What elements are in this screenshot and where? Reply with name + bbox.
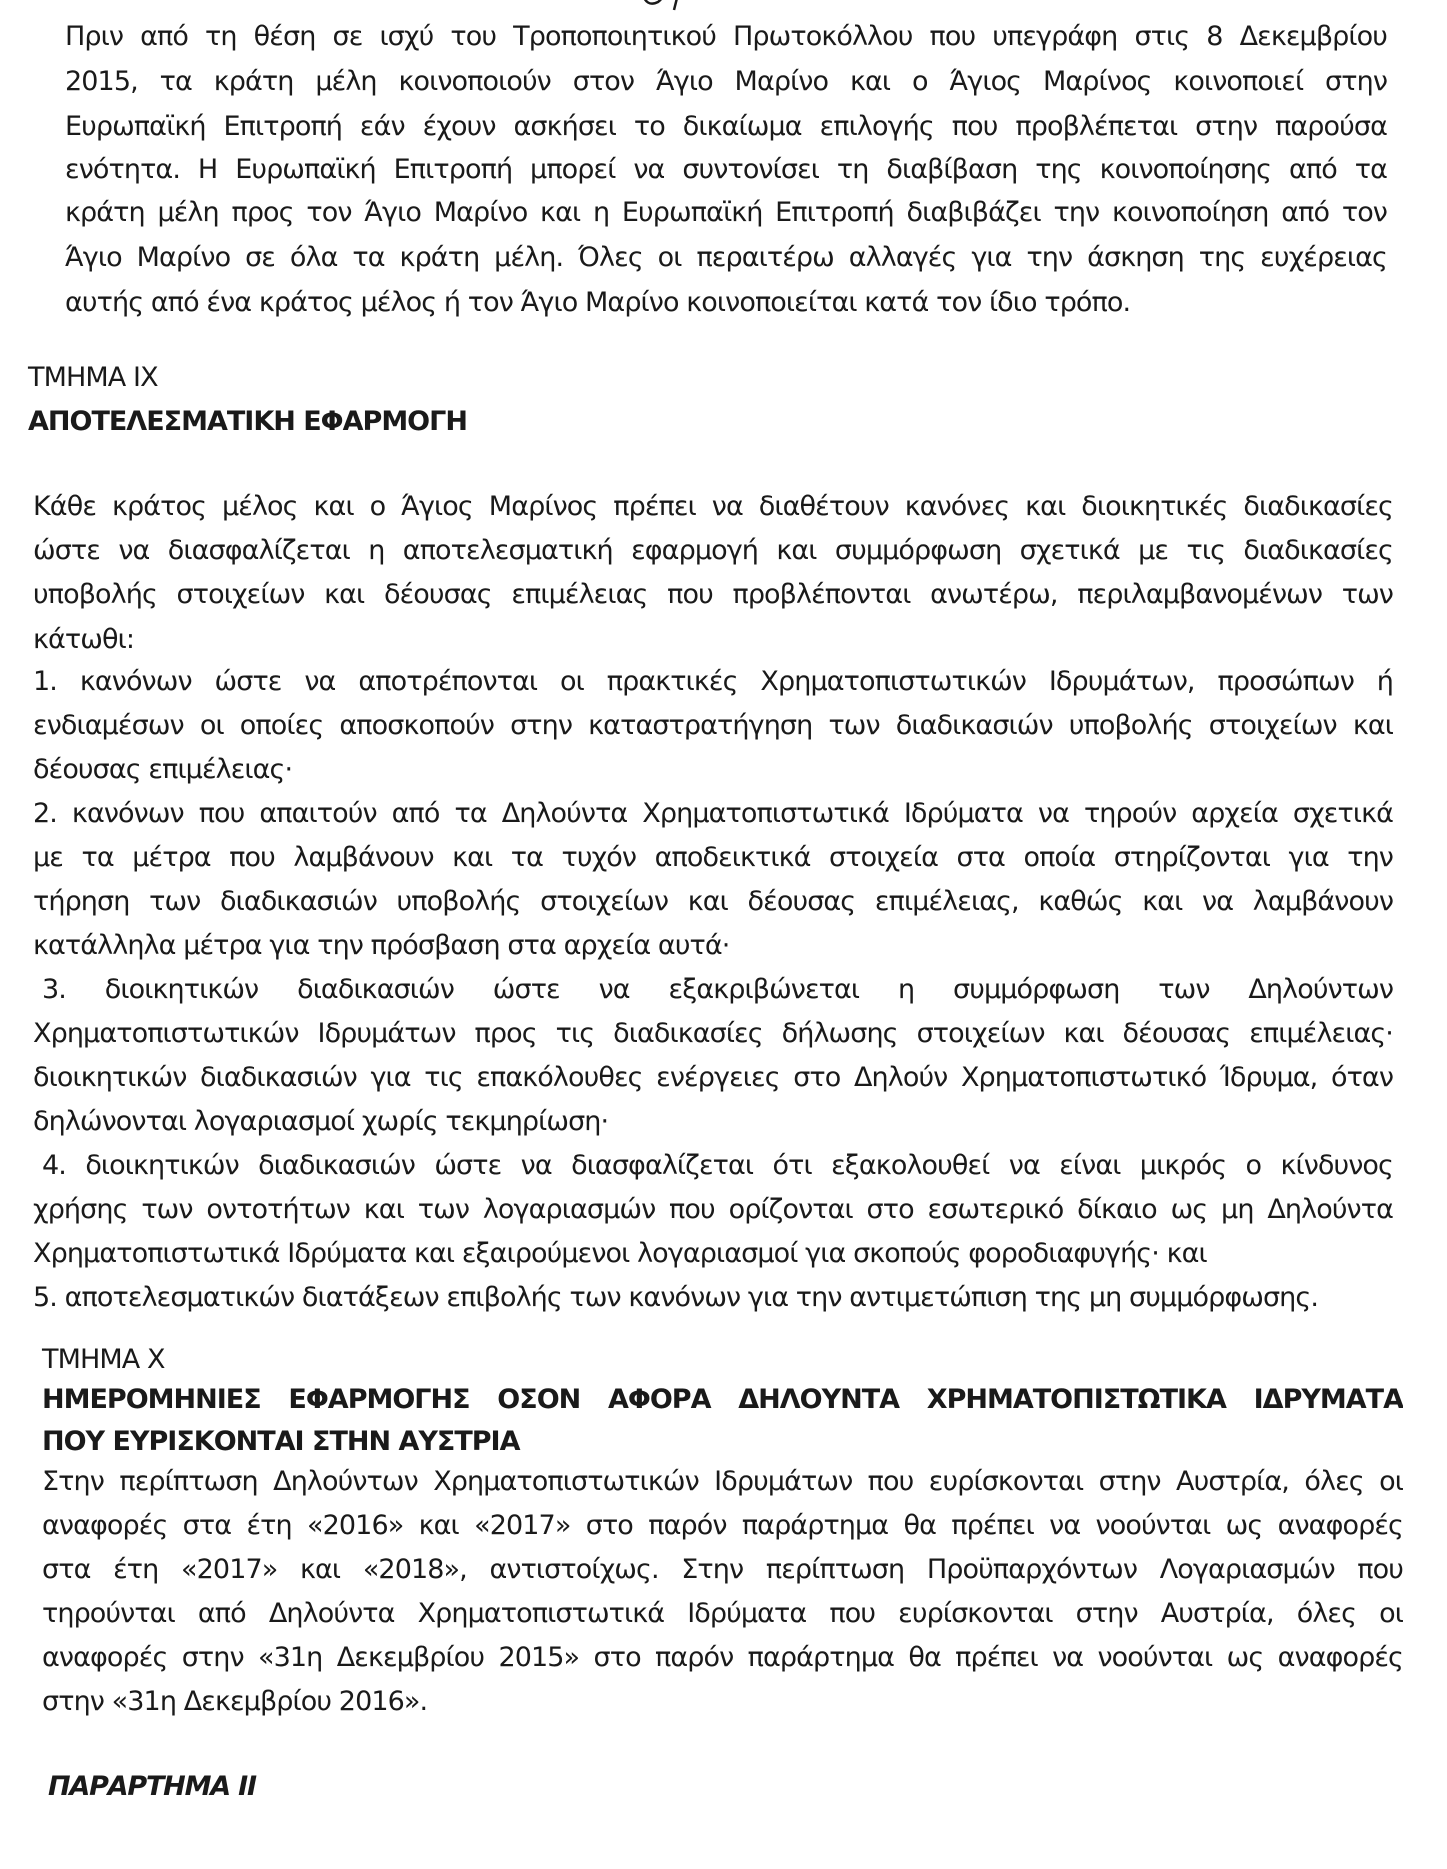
- list-item-5: 5. αποτελεσματικών διατάξεων επιβολής των κανόνων για την αντιμετώπιση της μη συμμόρφωσης.: [33, 1282, 1319, 1313]
- text-line: Ευρωπαϊκή Επιτροπή εάν έχουν ασκήσει το δικαίωμα επιλογής που προβλέπεται στην παρούσα: [65, 111, 1387, 142]
- list-item-3: 3. διοικητικών διαδικασιών ώστε να εξακριβώνεται η συμμόρφωση των Δηλούντων: [42, 974, 1393, 1005]
- text-line: ενότητα. Η Ευρωπαϊκή Επιτροπή μπορεί να συντονίσει τη διαβίβαση της κοινοποίησης από τα: [65, 154, 1387, 185]
- scan-artifact-mark: [640, 0, 688, 12]
- text-line: δέουσας επιμέλειας·: [33, 754, 293, 785]
- text-line: Χρηματοπιστωτικών Ιδρυμάτων προς τις διαδικασίες δήλωσης στοιχείων και δέουσας επιμέλειας·: [33, 1018, 1393, 1049]
- section-title: ΗΜΕΡΟΜΗΝΙΕΣ ΕΦΑΡΜΟΓΗΣ ΟΣΟΝ ΑΦΟΡΑ ΔΗΛΟΥΝΤΑ ΧΡΗΜΑΤΟΠΙΣΤΩΤΙΚΑ ΙΔΡΥΜΑΤΑ: [42, 1384, 1403, 1415]
- text-line: υποβολής στοιχείων και δέουσας επιμέλειας που προβλέπονται ανωτέρω, περιλαμβανομένων των: [33, 579, 1393, 610]
- text-line: αναφορές στην «31η Δεκεμβρίου 2015» στο παρόν παράρτημα θα πρέπει να νοούνται ως αναφορές: [42, 1642, 1403, 1673]
- section-title: ΑΠΟΤΕΛΕΣΜΑΤΙΚΗ ΕΦΑΡΜΟΓΗ: [28, 406, 467, 437]
- text-line: κράτη μέλη προς τον Άγιο Μαρίνο και η Ευρωπαϊκή Επιτροπή διαβιβάζει την κοινοποίηση από τον: [65, 197, 1387, 228]
- text-line: 2015, τα κράτη μέλη κοινοποιούν στον Άγιο Μαρίνο και ο Άγιος Μαρίνος κοινοποιεί στην: [65, 66, 1387, 97]
- section-label: ΤΜΗΜΑ X: [42, 1344, 165, 1375]
- text-line: Άγιο Μαρίνο σε όλα τα κράτη μέλη. Όλες οι περαιτέρω αλλαγές για την άσκηση της ευχέρειας: [65, 242, 1387, 273]
- annex-heading: ΠΑΡΑΡΤΗΜΑ II: [48, 1771, 256, 1802]
- text-line: δηλώνονται λογαριασμοί χωρίς τεκμηρίωση·: [33, 1106, 609, 1137]
- text-line: Κάθε κράτος μέλος και ο Άγιος Μαρίνος πρέπει να διαθέτουν κανόνες και διοικητικές διαδικασίες: [33, 491, 1393, 522]
- text-line: ώστε να διασφαλίζεται η αποτελεσματική εφαρμογή και συμμόρφωση σχετικά με τις διαδικασίες: [33, 535, 1393, 566]
- text-line: κατάλληλα μέτρα για την πρόσβαση στα αρχεία αυτά·: [33, 930, 730, 961]
- text-line: Πριν από τη θέση σε ισχύ του Τροποποιητικού Πρωτοκόλλου που υπεγράφη στις 8 Δεκεμβρίου: [65, 21, 1387, 52]
- section-label: ΤΜΗΜΑ IX: [28, 362, 158, 393]
- text-line: τήρηση των διαδικασιών υποβολής στοιχείων και δέουσας επιμέλειας, καθώς και να λαμβάνουν: [33, 886, 1393, 917]
- text-line: ενδιαμέσων οι οποίες αποσκοπούν στην καταστρατήγηση των διαδικασιών υποβολής στοιχείων και: [33, 710, 1393, 741]
- text-line: Στην περίπτωση Δηλούντων Χρηματοπιστωτικών Ιδρυμάτων που ευρίσκονται στην Αυστρία, όλες οι: [42, 1466, 1403, 1497]
- text-line: στα έτη «2017» και «2018», αντιστοίχως. Στην περίπτωση Προϋπαρχόντων Λογαριασμών που: [42, 1554, 1403, 1585]
- list-item-1: 1. κανόνων ώστε να αποτρέπονται οι πρακτικές Χρηματοπιστωτικών Ιδρυμάτων, προσώπων ή: [33, 666, 1393, 697]
- text-line: με τα μέτρα που λαμβάνουν και τα τυχόν αποδεικτικά στοιχεία στα οποία στηρίζονται για την: [33, 842, 1393, 873]
- section-title-continued: ΠΟΥ ΕΥΡΙΣΚΟΝΤΑΙ ΣΤΗΝ ΑΥΣΤΡΙΑ: [42, 1426, 520, 1457]
- list-item-4: 4. διοικητικών διαδικασιών ώστε να διασφαλίζεται ότι εξακολουθεί να είναι μικρός ο κίνδυνος: [42, 1150, 1393, 1181]
- text-line: αυτής από ένα κράτος μέλος ή τον Άγιο Μαρίνο κοινοποιείται κατά τον ίδιο τρόπο.: [65, 287, 1131, 318]
- text-line: χρήσης των οντοτήτων και των λογαριασμών που ορίζονται στο εσωτερικό δίκαιο ως μη Δηλούντα: [33, 1194, 1393, 1225]
- text-line: αναφορές στα έτη «2016» και «2017» στο παρόν παράρτημα θα πρέπει να νοούνται ως αναφορές: [42, 1510, 1403, 1541]
- text-line: στην «31η Δεκεμβρίου 2016».: [42, 1686, 428, 1717]
- text-line: διοικητικών διαδικασιών για τις επακόλουθες ενέργειες στο Δηλούν Χρηματοπιστωτικό Ίδρυμα, όταν: [33, 1062, 1393, 1093]
- list-item-2: 2. κανόνων που απαιτούν από τα Δηλούντα Χρηματοπιστωτικά Ιδρύματα να τηρούν αρχεία σχετικά: [33, 798, 1393, 829]
- text-line: κάτωθι:: [33, 624, 135, 655]
- text-line: τηρούνται από Δηλούντα Χρηματοπιστωτικά Ιδρύματα που ευρίσκονται στην Αυστρία, όλες οι: [42, 1598, 1403, 1629]
- text-line: Χρηματοπιστωτικά Ιδρύματα και εξαιρούμενοι λογαριασμοί για σκοπούς φοροδιαφυγής· και: [33, 1238, 1207, 1269]
